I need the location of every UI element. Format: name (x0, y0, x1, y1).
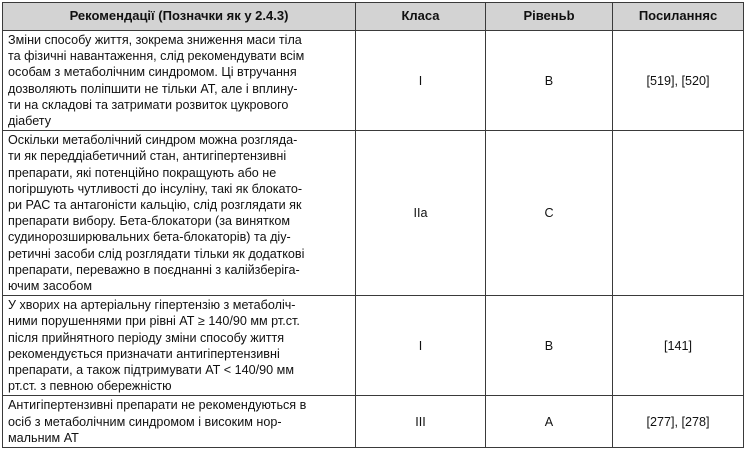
header-recommendations: Рекомендації (Позначки як у 2.4.3) (3, 3, 356, 31)
level-cell: A (486, 396, 613, 448)
header-class: Класа (356, 3, 486, 31)
references-cell: [519], [520] (613, 31, 744, 131)
recommendations-table (2, 2, 744, 448)
text-line: судинорозширювальних бета-блокаторів) та діу- (8, 230, 291, 245)
class-cell: I (356, 31, 486, 131)
text-line: дозволяють поліпшити не тільки АТ, але і вплину- (8, 81, 298, 96)
table-body (3, 31, 744, 448)
text-line: та фізичні навантаження, слід рекомендувати всім (8, 49, 305, 64)
text-line: погіршують чутливості до інсуліну, такі як блокато- (8, 181, 303, 196)
table-row (3, 131, 744, 296)
header-references: Посиланняс (613, 3, 744, 31)
text-line: особам з метаболічним синдромом. Ці втручання (8, 65, 297, 80)
class-cell: III (356, 396, 486, 448)
text-line: мальним АТ (8, 430, 79, 445)
level-cell: C (486, 131, 613, 296)
class-cell: IIa (356, 131, 486, 296)
text-line: У хворих на артеріальну гіпертензію з метаболіч- (8, 298, 296, 313)
text-line: діабету (8, 114, 52, 129)
recommendation-text (3, 131, 356, 296)
recommendation-text (3, 396, 356, 448)
recommendation-text (3, 296, 356, 396)
references-cell: [277], [278] (613, 396, 744, 448)
text-line: рт.ст. з певною обережністю (8, 379, 172, 394)
text-line: препарати, які потенційно покращують або не (8, 165, 277, 180)
text-line: рекомендується призначати антигіпертензивні (8, 346, 280, 361)
table-row (3, 296, 744, 396)
text-line: Антигіпертензивні препарати не рекомендуються в (8, 398, 307, 413)
references-cell: [141] (613, 296, 744, 396)
text-line: ти на складові та затримати розвиток цукрового (8, 97, 289, 112)
references-cell (613, 131, 744, 296)
text-line: препарати, а також підтримувати АТ < 140/90 мм (8, 363, 294, 378)
text-line: після прийнятного періоду зміни способу життя (8, 330, 285, 345)
text-line: осіб з метаболічним синдромом і високим нор- (8, 414, 282, 429)
level-cell: B (486, 31, 613, 131)
recommendation-text (3, 31, 356, 131)
table-row (3, 396, 744, 448)
text-line: препарати вибору. Бета-блокатори (за винятком (8, 214, 291, 229)
text-line: препарати, переважно в поєднанні з калійзберіга- (8, 262, 300, 277)
table-header (3, 3, 744, 31)
text-line: ними порушеннями при рівні АТ ≥ 140/90 мм рт.ст. (8, 314, 300, 329)
text-line: Оскільки метаболічний синдром можна розгляда- (8, 133, 298, 148)
text-line: ри РАС та антагоністи кальцію, слід розглядати як (8, 198, 302, 213)
level-cell: B (486, 296, 613, 396)
header-level: Рівеньb (486, 3, 613, 31)
text-line: ти як переддіабетичний стан, антигіпертензивні (8, 149, 287, 164)
header-row (3, 3, 744, 31)
text-line: ретичні засоби слід розглядати тільки як додаткові (8, 246, 305, 261)
text-line: ючим засобом (8, 279, 93, 294)
class-cell: I (356, 296, 486, 396)
text-line: Зміни способу життя, зокрема зниження маси тіла (8, 33, 302, 47)
table-row (3, 31, 744, 131)
